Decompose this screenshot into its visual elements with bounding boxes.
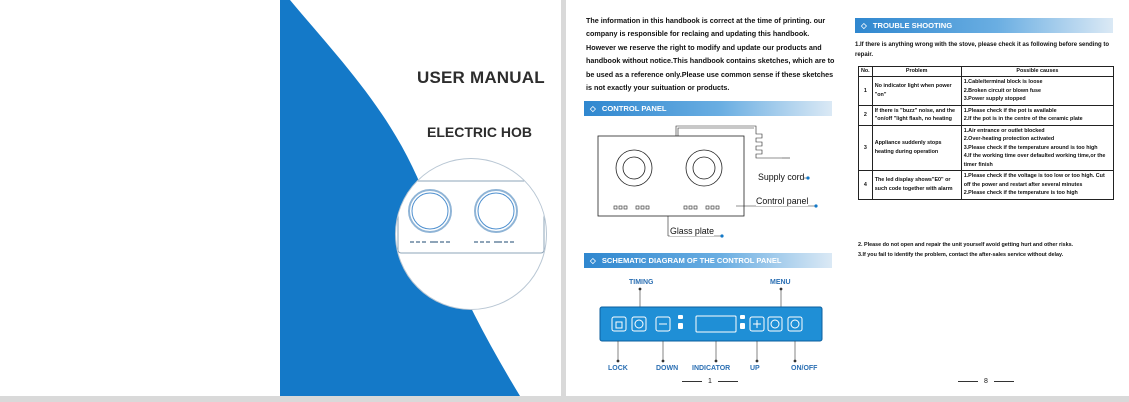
header-causes: Possible causes	[961, 67, 1113, 77]
cause-line: 2.If the pot is in the centre of the ceramic plate	[963, 116, 1083, 122]
cause-line: 1.Cable/terminal block is loose	[963, 79, 1043, 85]
cause-line: 2.Over-heating protection activated	[963, 136, 1055, 142]
row-problem: If there is "buzz" noise, and the "on/off "light flash, no heating	[872, 105, 961, 125]
row-problem: No indicator light when power "on"	[872, 77, 961, 106]
table-row	[859, 171, 1114, 200]
cause-line: 3.Power supply stopped	[963, 96, 1026, 102]
row-problem: Appliance suddenly stops heating during operation	[872, 125, 961, 171]
control-panel-heading-text: CONTROL PANEL	[601, 104, 667, 113]
up-label: UP	[750, 365, 760, 372]
table-row	[859, 105, 1114, 125]
cover-subtitle: ELECTRIC HOB	[427, 124, 532, 140]
table-row	[859, 77, 1114, 106]
cause-line: 1.Air entrance or outlet blocked	[963, 127, 1045, 134]
onoff-label: ON/OFF	[791, 365, 818, 372]
diamond-icon: ◇	[590, 256, 596, 265]
cause-line: 3.Please check if the temperature around is too high	[963, 144, 1098, 151]
trouble-shooting-heading-text: TROUBLE SHOOTING	[872, 21, 953, 30]
cause-line: 1.Please check if the voltage is too low or too high. Cut off the power and restart after several minutes	[963, 173, 1105, 188]
control-panel-schematic	[596, 285, 826, 375]
control-panel-label: Control panel	[756, 196, 809, 206]
note-line: 2. Please do not open and repair the unit yourself avoid getting hurt and other risks.	[858, 242, 1074, 248]
control-panel-heading	[584, 101, 832, 116]
schematic-heading	[584, 253, 832, 268]
page-number-left-text: 1	[708, 378, 712, 385]
row-no: 1	[859, 77, 873, 106]
row-causes	[961, 171, 1113, 200]
table-row	[859, 125, 1114, 171]
trouble-notes	[858, 240, 1120, 260]
row-problem: The led display shows"E0" or such code together with alarm	[872, 171, 961, 200]
row-no: 3	[859, 125, 873, 171]
diamond-icon: ◇	[861, 21, 867, 30]
cover-page	[0, 0, 561, 396]
timing-label: TIMING	[629, 279, 654, 286]
page-number-right-text: 8	[984, 378, 988, 385]
row-no: 2	[859, 105, 873, 125]
trouble-table	[858, 66, 1114, 200]
cause-line: 2.Broken circuit or blown fuse	[963, 87, 1041, 94]
intro-paragraph: The information in this handbook is correct at the time of printing. our company is responsible for reclaing and updating this handbook. However we reserve the right to modify and update our products and handbook without notice.This handbook contains sketches, which are to be used as a reference only.Please use common sense if these sketches is not exactly your suituation or products.	[586, 16, 835, 93]
supply-cord-label: Supply cord	[758, 172, 805, 182]
down-label: DOWN	[656, 365, 679, 372]
table-header-row	[859, 67, 1114, 77]
hob-drawing	[396, 159, 546, 309]
lock-label: LOCK	[608, 365, 628, 372]
row-causes	[961, 125, 1113, 171]
row-causes	[961, 105, 1113, 125]
indicator-label: INDICATOR	[692, 365, 731, 372]
inner-page	[566, 0, 1129, 396]
row-causes	[961, 77, 1113, 106]
header-problem: Problem	[872, 67, 961, 77]
header-no: No.	[859, 67, 873, 77]
row-no: 4	[859, 171, 873, 200]
trouble-intro: 1.If there is anything wrong with the stove, please check it as following before sending to repair.	[855, 42, 1110, 58]
menu-label: MENU	[770, 279, 791, 286]
schematic-heading-text: SCHEMATIC DIAGRAM OF THE CONTROL PANEL	[601, 256, 782, 265]
trouble-shooting-heading	[855, 18, 1113, 33]
diamond-icon: ◇	[590, 104, 596, 113]
cover-title: USER MANUAL	[417, 68, 545, 87]
cause-line: 2.Please check if the temperature is too high	[963, 190, 1078, 196]
cause-line: 1.Please check if the pot is available	[963, 107, 1057, 114]
glass-plate-label: Glass plate	[670, 226, 715, 236]
cause-line: 4.If the working time over defaulted working time,or the timer finish	[963, 153, 1106, 168]
hob-illustration	[395, 158, 547, 310]
note-line: 3.If you fail to identify the problem, contact the after-sales service without delay.	[858, 252, 1064, 258]
page-number-right	[958, 378, 1014, 385]
page-number-left	[682, 378, 738, 385]
